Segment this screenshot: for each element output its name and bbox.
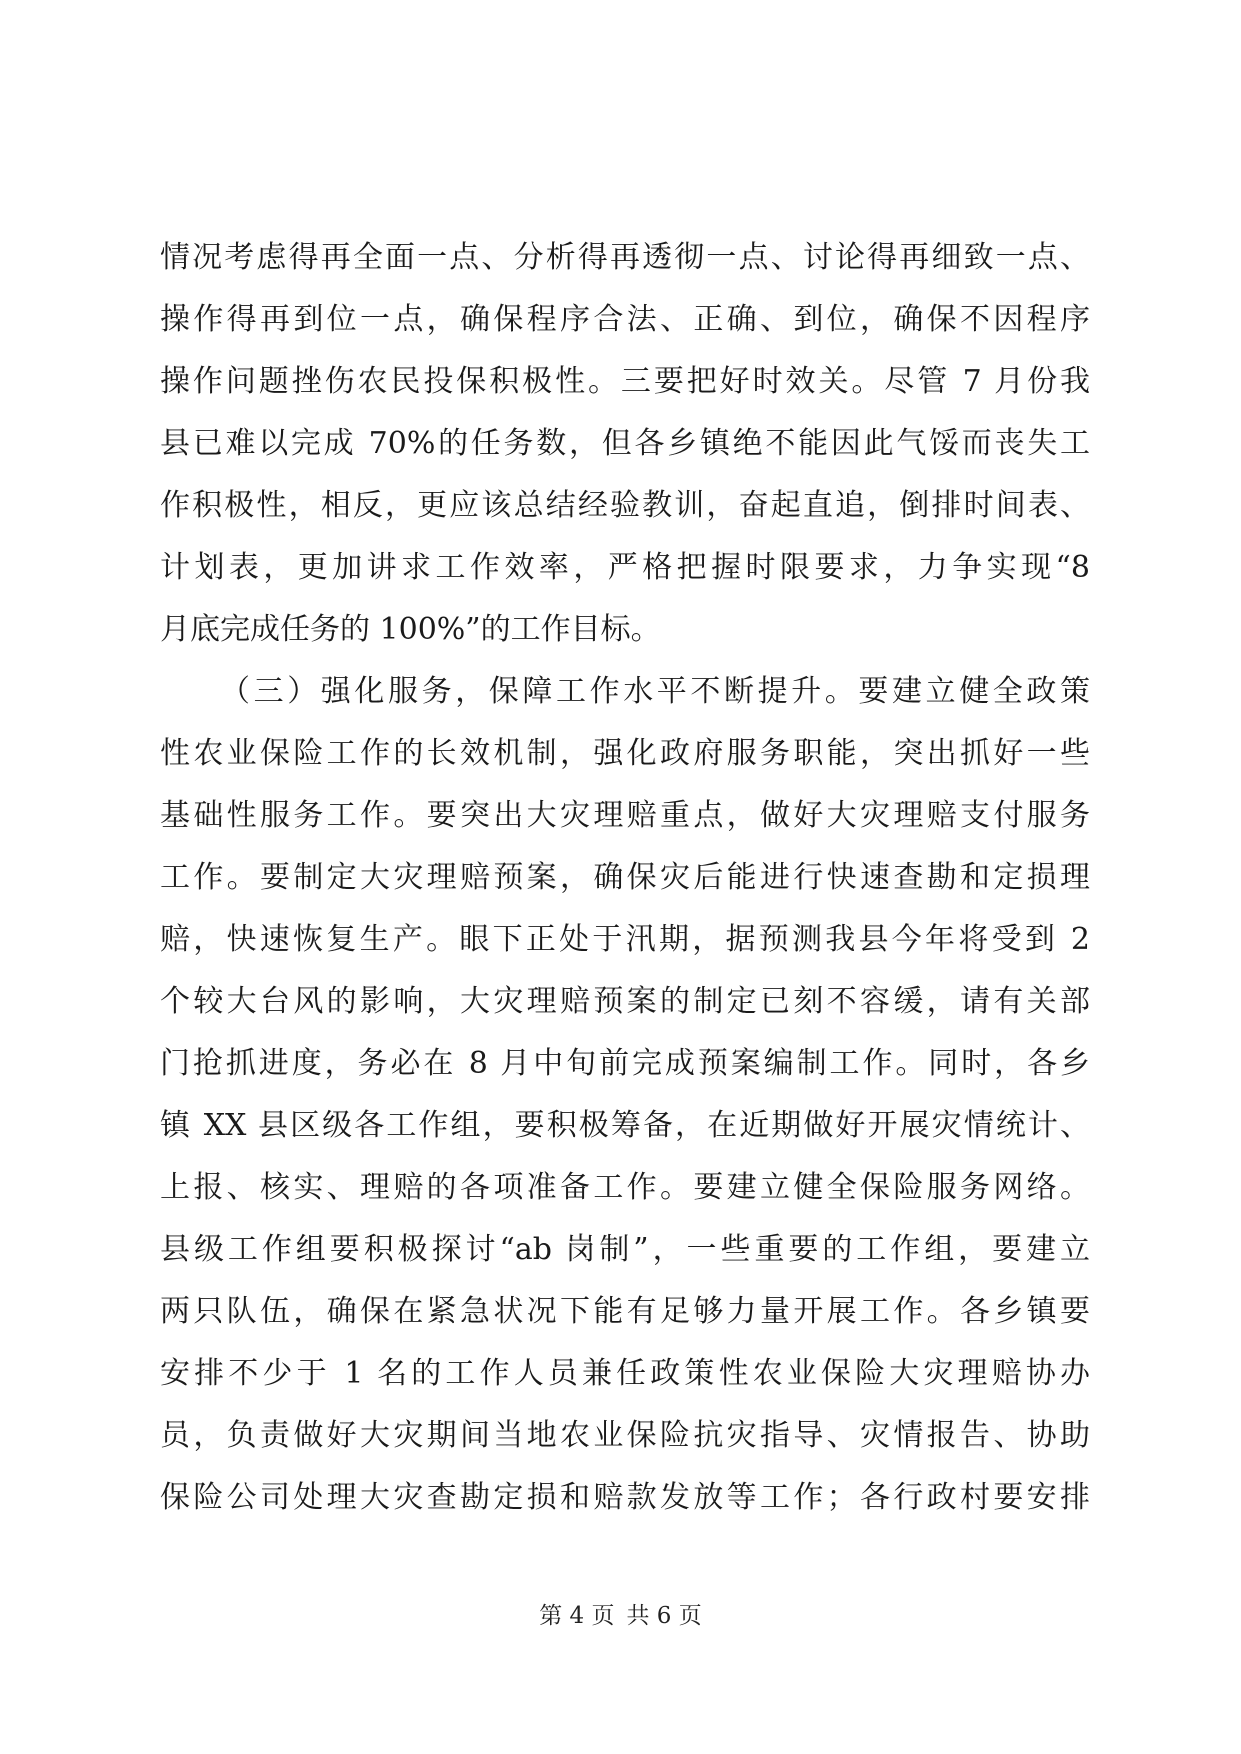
text-line: 情况考虑得再全面一点、分析得再透彻一点、讨论得再细致一点、 bbox=[160, 240, 1090, 275]
text-line: 个较大台风的影响，大灾理赔预案的制定已刻不容缓，请有关部 bbox=[160, 984, 1090, 1019]
text-line: 镇 XX 县区级各工作组，要积极筹备，在近期做好开展灾情统计、 bbox=[160, 1108, 1090, 1143]
text-line: 上报、核实、理赔的各项准备工作。要建立健全保险服务网络。 bbox=[160, 1170, 1090, 1205]
text-line: 操作得再到位一点，确保程序合法、正确、到位，确保不因程序 bbox=[160, 302, 1090, 337]
text-line: 县级工作组要积极探讨“ab 岗制”，一些重要的工作组，要建立 bbox=[160, 1232, 1090, 1267]
text-line: 计划表，更加讲求工作效率，严格把握时限要求，力争实现“8 bbox=[160, 550, 1090, 585]
text-line: 性农业保险工作的长效机制，强化政府服务职能，突出抓好一些 bbox=[160, 736, 1090, 771]
text-line: 县已难以完成 70%的任务数，但各乡镇绝不能因此气馁而丧失工 bbox=[160, 426, 1090, 461]
text-line: 两只队伍，确保在紧急状况下能有足够力量开展工作。各乡镇要 bbox=[160, 1294, 1090, 1329]
text-line: 作积极性，相反，更应该总结经验教训，奋起直追，倒排时间表、 bbox=[160, 488, 1090, 523]
page-number: 第 4 页 bbox=[539, 1603, 615, 1629]
page-footer bbox=[0, 1601, 1241, 1631]
section-heading-line: （三）强化服务，保障工作水平不断提升。要建立健全政策 bbox=[220, 674, 1090, 709]
text-line: 工作。要制定大灾理赔预案，确保灾后能进行快速查勘和定损理 bbox=[160, 860, 1090, 895]
text-line: 门抢抓进度，务必在 8 月中旬前完成预案编制工作。同时，各乡 bbox=[160, 1046, 1090, 1081]
text-line: 赔，快速恢复生产。眼下正处于汛期，据预测我县今年将受到 2 bbox=[160, 922, 1090, 957]
page-total: 共 6 页 bbox=[626, 1603, 702, 1629]
document-body bbox=[160, 227, 1090, 1529]
text-line: 操作问题挫伤农民投保积极性。三要把好时效关。尽管 7 月份我 bbox=[160, 364, 1090, 399]
text-line: 月底完成任务的 100%”的工作目标。 bbox=[160, 612, 661, 647]
text-line: 基础性服务工作。要突出大灾理赔重点，做好大灾理赔支付服务 bbox=[160, 798, 1090, 833]
text-line: 保险公司处理大灾查勘定损和赔款发放等工作；各行政村要安排 bbox=[160, 1480, 1090, 1515]
text-line: 安排不少于 1 名的工作人员兼任政策性农业保险大灾理赔协办 bbox=[160, 1356, 1090, 1391]
text-line: 员，负责做好大灾期间当地农业保险抗灾指导、灾情报告、协助 bbox=[160, 1418, 1090, 1453]
